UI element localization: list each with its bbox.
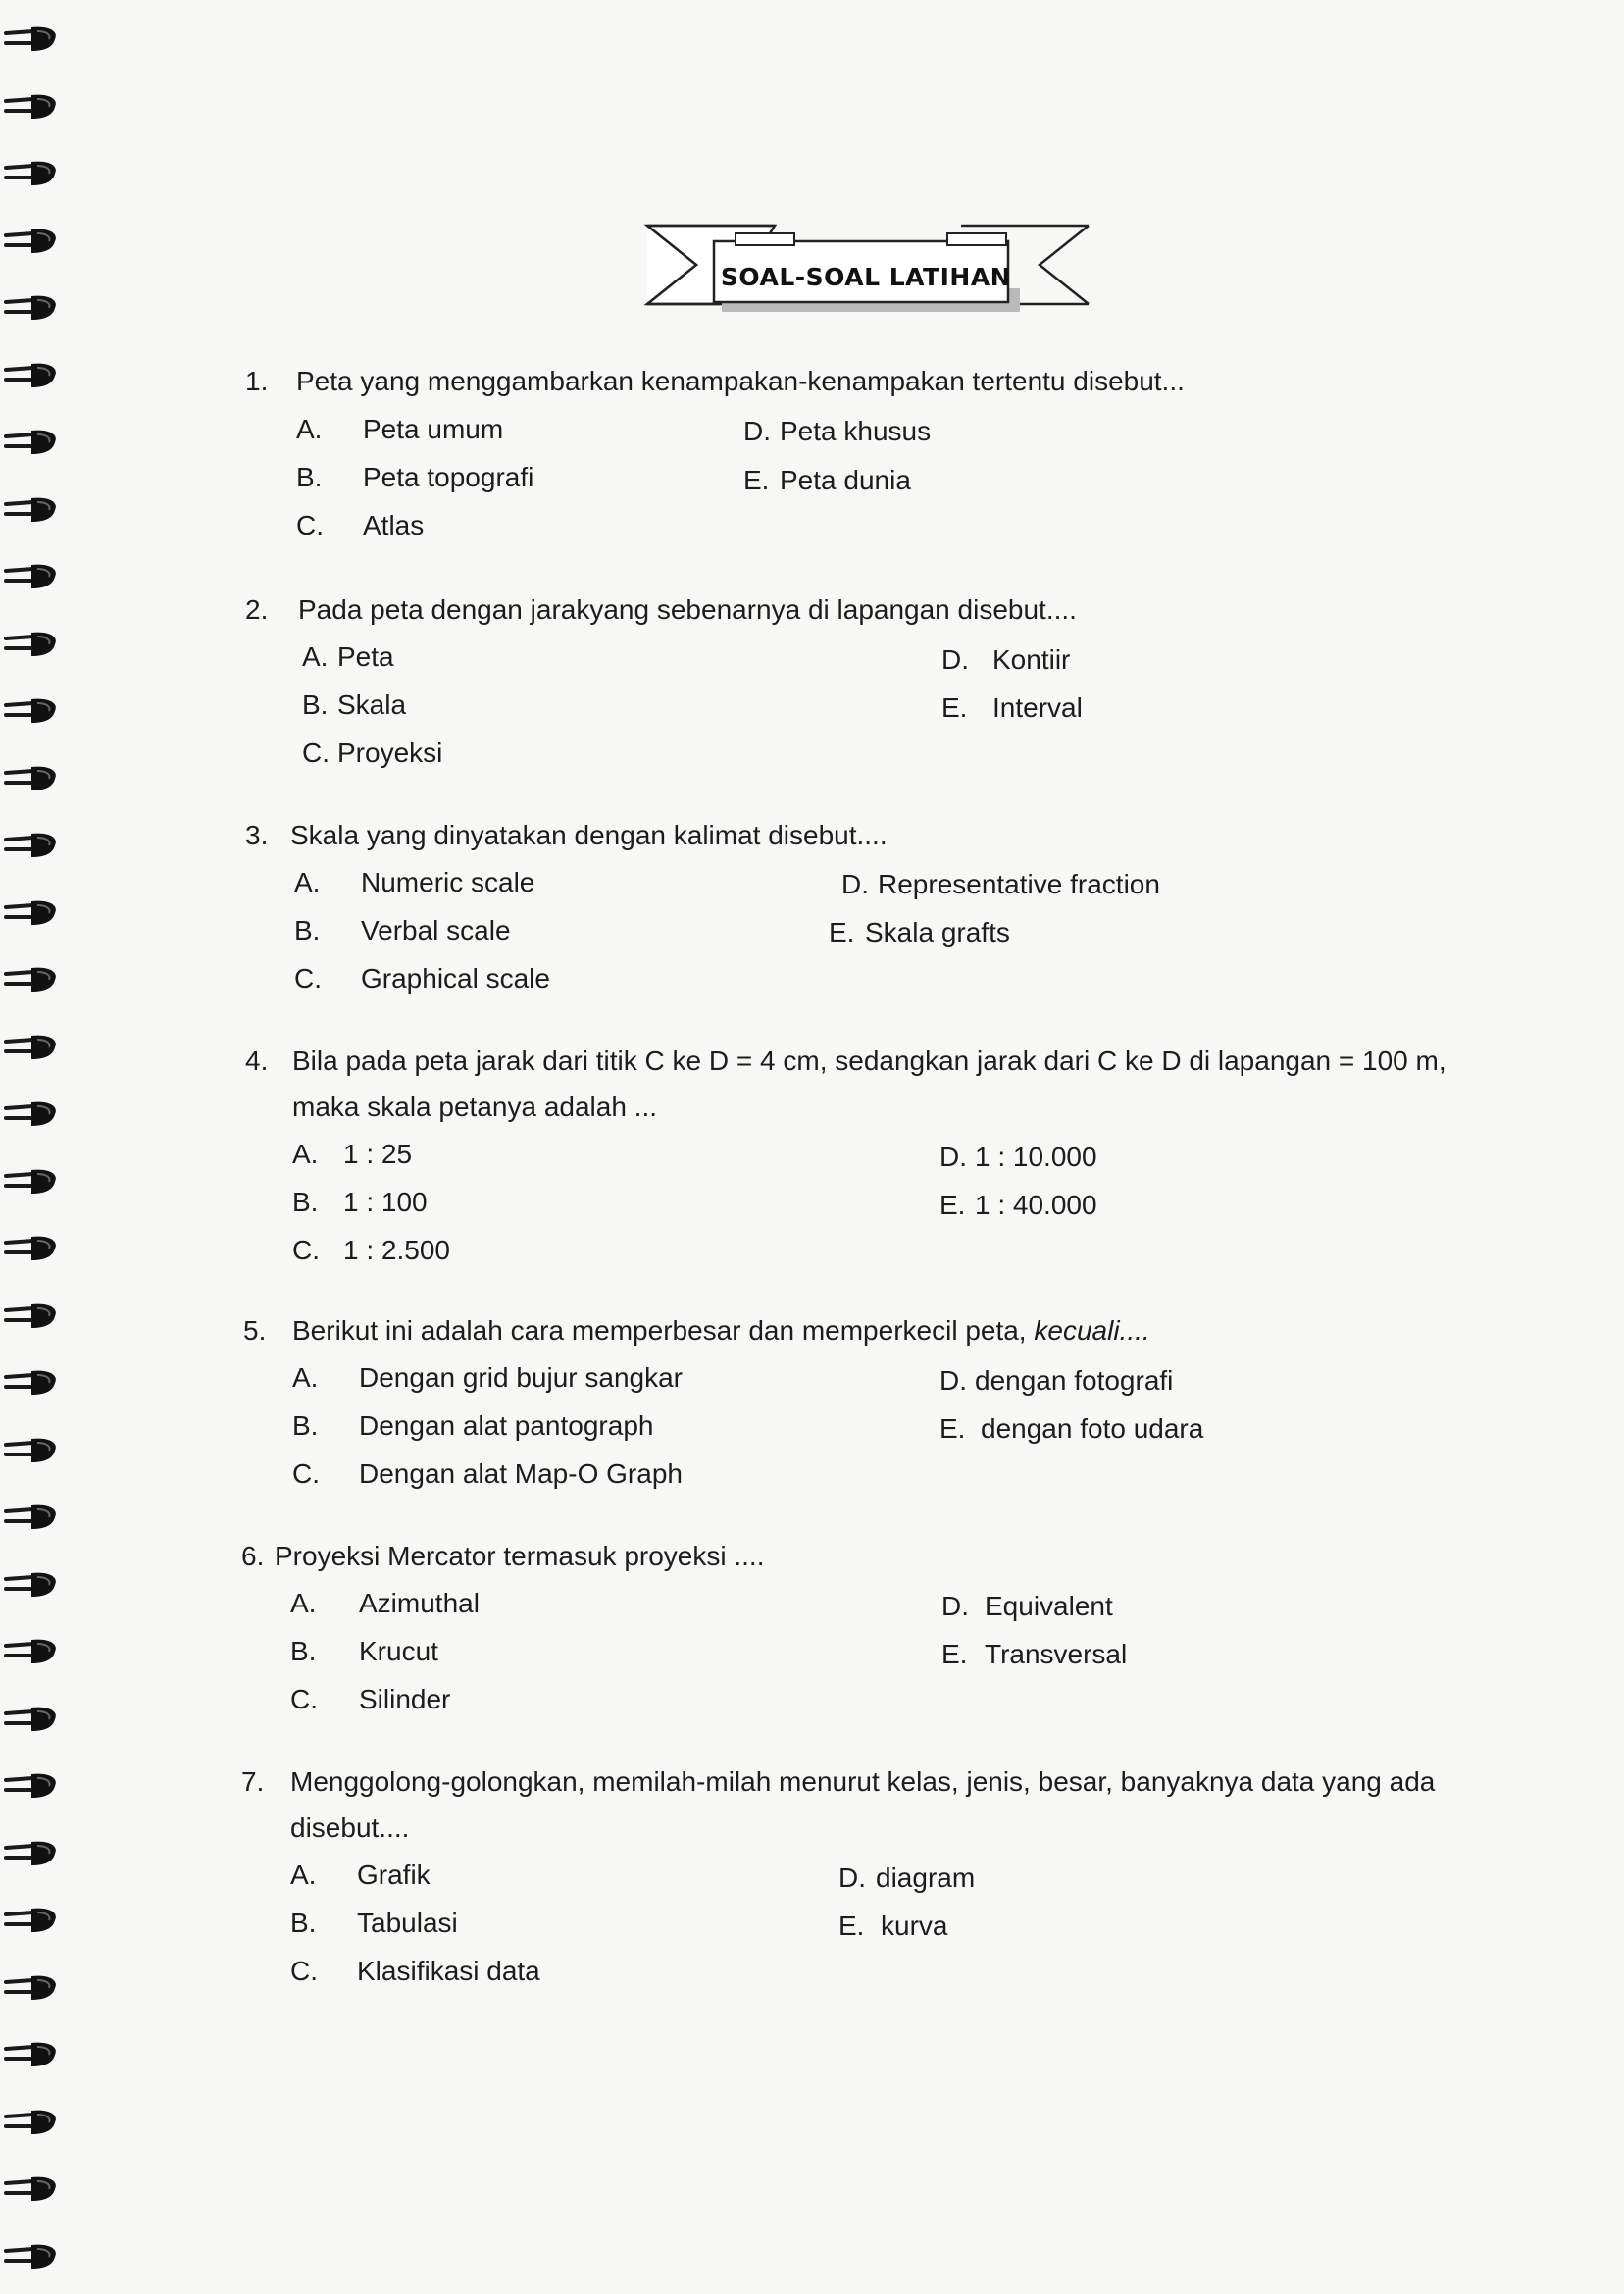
option-text: diagram [876,1862,976,1893]
binding-ring-icon [4,1836,61,1869]
option-text: 1 : 2.500 [343,1235,450,1265]
option-text: Dengan grid bujur sangkar [359,1362,683,1393]
option-letter: C. [294,963,322,994]
question-number: 7. [241,1766,265,1797]
option-text: Verbal scale [361,915,511,945]
option-letter: E. [941,692,968,723]
binding-ring-icon [4,290,61,324]
option-letter: A. [296,414,323,444]
option-text: Representative fraction [878,869,1160,899]
binding-ring-icon [4,22,61,55]
option-letter: E. [941,1639,968,1669]
option-letter: B. [290,1908,317,1938]
binding-ring-icon [4,1365,61,1399]
option-text: Peta [337,641,394,672]
option-text: Klasifikasi data [357,1956,540,1986]
binding-ring-icon [4,627,61,660]
option-letter: D. [838,1862,866,1893]
option-letter: D. [841,869,869,899]
option-letter: A. [292,1139,319,1169]
option-letter: E. [939,1413,966,1444]
option-letter: E. [829,917,855,947]
option-text: 1 : 100 [343,1187,428,1217]
option-letter: E. [743,465,770,495]
binding-ring-icon [4,2105,61,2138]
option-text: 1 : 40.000 [975,1190,1097,1220]
question-text [292,1315,1150,1347]
option-letter: B. [290,1636,317,1666]
binding-ring-icon [4,1500,61,1533]
option-text: Equivalent [985,1591,1113,1621]
binding-ring-icon [4,559,61,592]
option-text: Silinder [359,1684,451,1714]
option-text: Grafik [357,1860,431,1890]
option-letter: A. [294,867,321,897]
option-text: dengan foto udara [981,1413,1204,1444]
option-text: Peta khusus [780,416,932,446]
option-letter: C. [292,1458,320,1489]
question-text: Skala yang dinyatakan dengan kalimat disebut.... [290,820,888,850]
option-text: Transversal [985,1639,1128,1669]
question-text: Pada peta dengan jarakyang sebenarnya di lapangan disebut.... [298,594,1077,625]
binding-ring-icon [4,962,61,995]
option-text: Atlas [363,510,425,540]
option-text: 1 : 25 [343,1139,413,1169]
spiral-binding [0,0,69,2294]
binding-ring-icon [4,1231,61,1264]
binding-ring-icon [4,828,61,861]
option-letter: D. [939,1142,967,1172]
binding-ring-icon [4,693,61,727]
option-text: Peta dunia [780,465,911,495]
option-text: Skala grafts [865,917,1010,947]
option-letter: A. [302,641,329,672]
binding-ring-icon [4,1096,61,1130]
option-letter: C. [302,738,330,768]
option-letter: A. [290,1860,317,1890]
option-text: Peta topografi [363,462,534,492]
binding-ring-icon [4,1433,61,1466]
binding-ring-icon [4,2171,61,2205]
binding-ring-icon [4,358,61,391]
option-text: Dengan alat pantograph [359,1410,654,1441]
binding-ring-icon [4,1030,61,1063]
option-text: Dengan alat Map-O Graph [359,1458,683,1489]
question-number: 5. [243,1315,267,1346]
question-number: 4. [245,1045,269,1076]
binding-ring-icon [4,89,61,123]
question-number: 1. [245,366,269,396]
option-letter: C. [292,1235,320,1265]
question-text-main: Berikut ini adalah cara memperbesar dan memperkecil peta, [292,1315,1035,1346]
question-text-emphasis: kecuali.... [1034,1315,1150,1346]
option-letter: B. [296,462,323,492]
binding-ring-icon [4,1702,61,1735]
option-letter: E. [838,1911,865,1941]
binding-ring-icon [4,1634,61,1667]
option-text: Krucut [359,1636,438,1666]
binding-ring-icon [4,1970,61,2004]
binding-ring-icon [4,1164,61,1198]
binding-ring-icon [4,1768,61,1802]
option-text: Skala [337,689,407,720]
option-text: Peta umum [363,414,504,444]
option-text: Azimuthal [359,1588,480,1618]
binding-ring-icon [4,1567,61,1601]
binding-ring-icon [4,224,61,257]
option-text: dengan fotografi [975,1365,1174,1396]
binding-ring-icon [4,2239,61,2272]
binding-ring-icon [4,156,61,189]
question-text: maka skala petanya adalah ... [292,1092,658,1122]
question-number: 2. [245,594,269,625]
binding-ring-icon [4,895,61,929]
option-text: Kontiir [992,644,1071,675]
question-text: disebut.... [290,1812,410,1843]
binding-ring-icon [4,425,61,458]
option-letter: B. [292,1187,319,1217]
option-text: Tabulasi [357,1908,458,1938]
option-letter: C. [290,1956,318,1986]
binding-ring-icon [4,761,61,794]
binding-ring-icon [4,1299,61,1332]
option-letter: B. [302,689,329,720]
question-text: Bila pada peta jarak dari titik C ke D = 4 cm, sedangkan jarak dari C ke D di lapangan = 100 m, [292,1045,1446,1076]
option-letter: B. [292,1410,319,1441]
option-text: Numeric scale [361,867,535,897]
option-letter: D. [941,1591,969,1621]
question-text: Menggolong-golongkan, memilah-milah menurut kelas, jenis, besar, banyaknya data yang ada [290,1766,1436,1797]
option-letter: A. [290,1588,317,1618]
option-text: kurva [881,1911,948,1941]
option-letter: B. [294,915,321,945]
option-letter: D. [939,1365,967,1396]
option-letter: D. [743,416,771,446]
question-text: Peta yang menggambarkan kenampakan-kenampakan tertentu disebut... [296,366,1185,396]
option-text: Proyeksi [337,738,443,768]
binding-ring-icon [4,492,61,526]
question-text: Proyeksi Mercator termasuk proyeksi .... [275,1541,765,1571]
option-letter: A. [292,1362,319,1393]
option-text: Graphical scale [361,963,550,994]
binding-ring-icon [4,2037,61,2070]
question-number: 3. [245,820,269,850]
page-title: SOAL-SOAL LATIHAN [720,263,1012,291]
option-letter: E. [939,1190,966,1220]
option-letter: C. [296,510,324,540]
option-text: Interval [992,692,1083,723]
binding-ring-icon [4,1903,61,1936]
option-text: 1 : 10.000 [975,1142,1097,1172]
option-letter: D. [941,644,969,675]
question-number: 6. [241,1541,265,1571]
option-letter: C. [290,1684,318,1714]
